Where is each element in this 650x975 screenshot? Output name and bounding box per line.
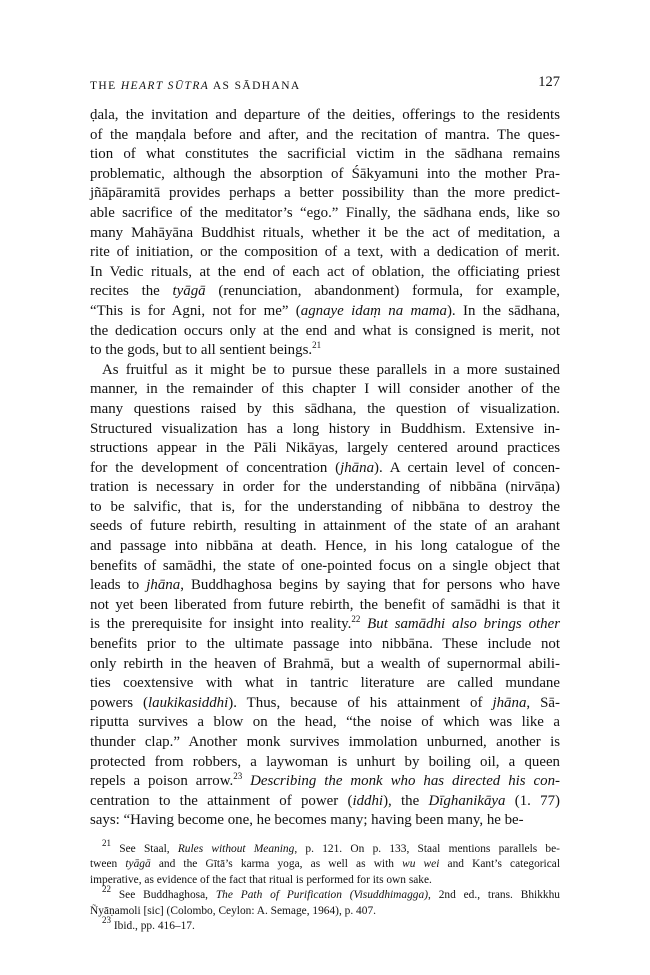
italic-term: The Path of Purification (Visuddhimagga)	[215, 889, 428, 902]
text-run: centration to the attainment of power (	[90, 792, 353, 809]
footnote-ref: 22	[351, 614, 361, 625]
body-line	[90, 400, 560, 420]
body-line	[90, 713, 560, 733]
italic-term: laukikasiddhi	[148, 694, 229, 711]
text-run: rite of initiation, or the composition of a text, with a dedication of merit.	[90, 244, 560, 261]
body-line	[90, 478, 560, 498]
body-line	[90, 674, 560, 694]
footnote-line	[90, 915, 560, 935]
text-run: only rebirth in the heaven of Brahmā, but a wealth of supernormal abili-	[90, 655, 560, 672]
text-run: the dedication occurs only at the end and what is consigned is merit, not	[90, 322, 560, 339]
footnote	[90, 884, 560, 919]
footnote	[90, 837, 561, 889]
italic-term: jhāna	[492, 694, 527, 711]
body-line	[90, 361, 560, 381]
page-number: 127	[538, 74, 560, 90]
text-run: tion of what constitutes the sacrificial victim in the sādhana remains	[90, 146, 560, 163]
text-run: Structured visualization has a long history in Buddhism. Extensive in-	[90, 420, 560, 437]
text-run: (1. 77)	[505, 792, 560, 809]
text-run: to be salvific, that is, for the understanding of nibbāna to destroy the	[90, 498, 560, 515]
running-title-post: AS SĀDHANA	[209, 80, 301, 92]
text-run: says: “Having become one, he becomes many; having been many, he be-	[90, 812, 524, 829]
text-run: able sacrifice of the meditator’s “ego.” Finally, the sādhana ends, like so	[90, 204, 560, 221]
running-title-italic: HEART SŪTRA	[120, 80, 210, 92]
text-run: thunder clap.” Another monk survives immolation unburned, another is	[90, 734, 560, 750]
text-run: tration is necessary in order for the understanding of nibbāna (nirvāṇa)	[90, 479, 560, 496]
text-run: many questions raised by this sādhana, the question of visualization.	[90, 400, 560, 417]
text-run: seeds of future rebirth, resulting in attainment of the state of an arahant	[90, 518, 560, 535]
text-run: ). A certain level of concen-	[374, 459, 560, 476]
body-line	[90, 517, 560, 537]
footnote-line	[90, 873, 560, 889]
text-run: protected from robbers, a laywoman is unhurt by boiling oil, a queen	[90, 753, 560, 770]
text-run: tween	[90, 858, 126, 871]
running-title-pre: THE	[90, 80, 121, 92]
body-line	[90, 811, 560, 831]
body-line	[90, 694, 560, 714]
footnote-number: 22	[102, 884, 111, 895]
body-line	[90, 184, 560, 204]
text-run: benefits prior to the ultimate passage into nibbāna. These include not	[90, 636, 560, 653]
italic-term: Describing the monk who has directed his con-	[242, 773, 560, 790]
body-line	[90, 341, 560, 361]
footnote-line	[90, 904, 560, 920]
body-line	[90, 753, 560, 773]
footnote-ref: 23	[233, 771, 243, 782]
text-run: is the prerequisite for insight into reality.	[90, 616, 352, 633]
body-line	[90, 635, 560, 655]
body-line	[90, 243, 560, 263]
text-run: manner, in the remainder of this chapter I will consider another of the	[90, 381, 560, 398]
text-run: , p. 121. On p. 133, Staal mentions parallels be-	[294, 842, 560, 855]
body-line	[90, 772, 560, 792]
italic-term: Rules without Meaning	[177, 842, 295, 855]
text-run: As fruitful as it might be to pursue these parallels in a more sustained	[102, 361, 560, 378]
text-run: and passage into nibbāna at death. Hence, in his long catalogue of the	[90, 538, 560, 555]
body-line	[90, 165, 560, 185]
body-line	[90, 145, 560, 165]
running-title	[90, 80, 301, 92]
body-line	[90, 596, 560, 616]
footnotes	[90, 837, 561, 935]
footnote-line	[90, 837, 560, 858]
text-run: many Mahāyāna Buddhist rituals, whether it be the act of meditation, a	[90, 224, 560, 241]
italic-term: tyāgā	[172, 283, 206, 300]
text-run: , Buddhaghosa begins by saying that for persons who have	[180, 577, 561, 594]
running-header	[90, 74, 560, 94]
body-line	[90, 439, 560, 459]
text-run: benefits of samādhi, the state of one-pointed focus on a single object that	[90, 557, 560, 574]
text-run: ties coextensive with what in tantric literature are called mundane	[90, 675, 560, 692]
italic-term: tyāgā	[125, 858, 151, 871]
footnote-number: 23	[102, 915, 111, 926]
body-line	[90, 576, 560, 596]
text-run: and Kant’s categorical	[439, 858, 561, 871]
text-run: jñāpāramitā provides perhaps a better possibility than the more predict-	[90, 185, 560, 202]
italic-term: iddhi	[352, 792, 384, 809]
italic-term: jhāna	[340, 459, 375, 476]
body-text	[90, 106, 560, 831]
body-line	[90, 302, 560, 322]
footnote-ref: 21	[312, 340, 322, 351]
text-run: imperative, as evidence of the fact that ritual is performed for its own sake.	[90, 873, 432, 886]
text-run: powers (	[90, 694, 148, 711]
body-line	[90, 126, 560, 146]
italic-term: agnaye idaṃ na mama	[300, 302, 447, 319]
text-run: riputta survives a blow on the head, “the noise of which was like a	[90, 714, 560, 731]
body-line	[90, 655, 560, 675]
text-run: problematic, although the absorption of Śākyamuni into the mother Pra-	[90, 165, 560, 182]
footnote-number: 21	[102, 837, 111, 848]
text-run: , Sā-	[526, 694, 560, 711]
text-run: In Vedic rituals, at the end of each act of oblation, the officiating priest	[90, 263, 560, 280]
body-line	[90, 537, 560, 557]
text-run: Ñyāṇamoli [sic] (Colombo, Ceylon: A. Semage, 1964), p. 407.	[90, 904, 376, 917]
italic-term: Dīghanikāya	[428, 792, 506, 809]
body-line	[90, 557, 560, 577]
italic-term: But samādhi also brings other	[360, 616, 561, 633]
text-run: ), the	[383, 792, 429, 809]
text-run: and the Gītā’s karma yoga, as well as with	[150, 858, 403, 871]
body-line	[90, 420, 560, 440]
body-line	[90, 459, 560, 479]
text-run: to the gods, but to all sentient beings.	[90, 342, 313, 359]
body-line	[90, 282, 560, 302]
text-run: ). Thus, because of his attainment of	[228, 694, 493, 711]
footnote-line	[90, 857, 560, 873]
body-line	[90, 224, 560, 244]
text-run: of the maṇḍala before and after, and the recitation of mantra. The ques-	[90, 126, 560, 143]
body-line	[90, 792, 560, 812]
footnote-line	[90, 884, 560, 904]
text-run: , 2nd ed., trans. Bhikkhu	[428, 889, 560, 902]
body-line	[90, 733, 560, 753]
italic-term: wu wei	[402, 858, 440, 871]
text-run: See Staal,	[111, 842, 178, 855]
text-run: for the development of concentration (	[90, 459, 341, 476]
text-run: ). In the sādhana,	[446, 302, 560, 319]
italic-term: jhāna	[146, 577, 181, 594]
body-line	[90, 615, 560, 635]
text-run: See Buddhaghosa,	[111, 889, 216, 902]
body-line	[90, 204, 560, 224]
footnote	[90, 915, 560, 935]
page	[90, 74, 560, 935]
body-line	[90, 106, 560, 126]
body-line	[90, 263, 560, 283]
text-run: repels a poison arrow.	[90, 773, 234, 790]
text-run: ḍala, the invitation and departure of the deities, offerings to the residents	[90, 107, 560, 123]
text-run: structions appear in the Pāli Nikāyas, largely centered around practices	[90, 440, 560, 457]
text-run: leads to	[90, 577, 147, 594]
text-run: Ibid., pp. 416–17.	[111, 920, 195, 933]
body-line	[90, 322, 560, 342]
body-line	[90, 498, 560, 518]
text-run: not yet been liberated from future rebirth, the benefit of samādhi is that it	[90, 596, 560, 613]
text-run: (renunciation, abandonment) formula, for example,	[205, 283, 560, 300]
text-run: “This is for Agni, not for me” (	[90, 302, 301, 319]
text-run: recites the	[90, 283, 173, 300]
body-line	[90, 380, 560, 400]
